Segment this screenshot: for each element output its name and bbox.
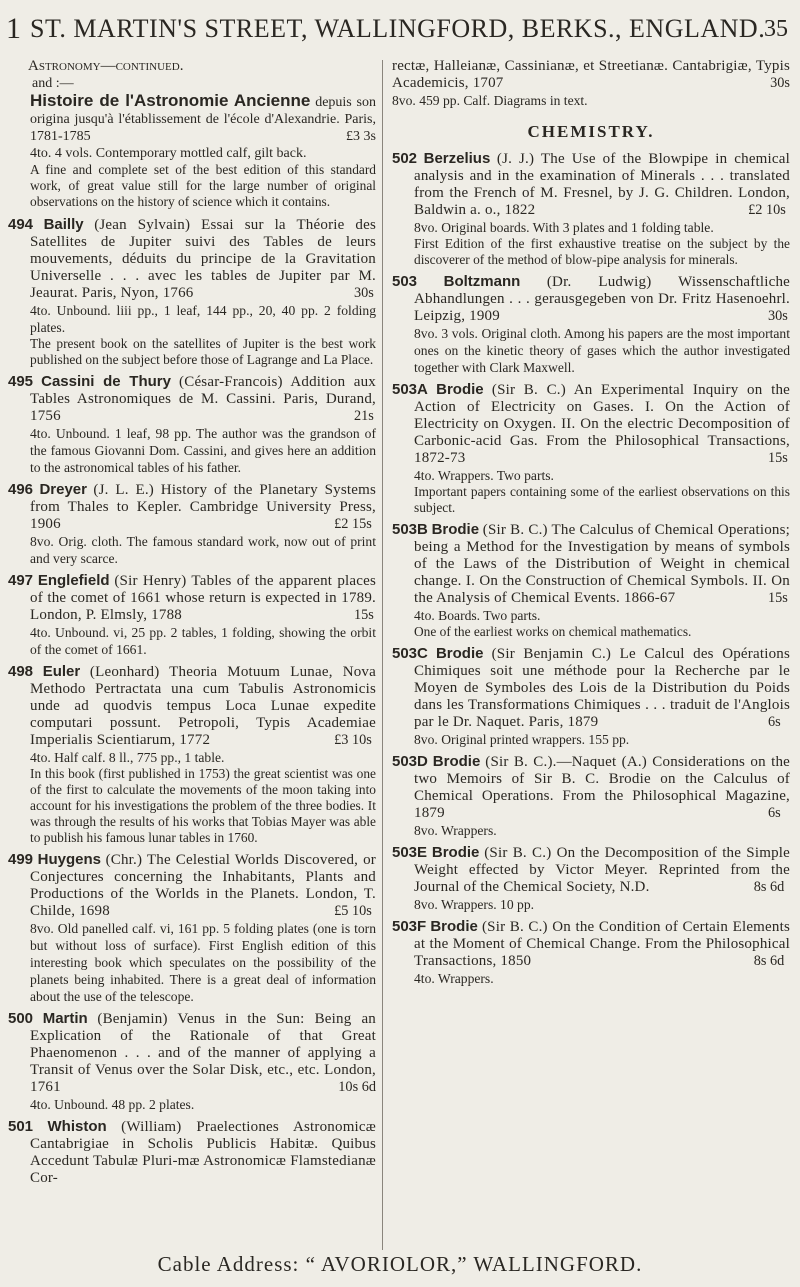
lot-number: 495 xyxy=(8,373,34,390)
entry-desc: 8vo. Orig. cloth. The famous standard work, now out of print and very scarce. xyxy=(30,534,376,566)
lot-number: 501 xyxy=(8,1118,34,1135)
entry-title: Histoire de l'Astronomie Ancienne xyxy=(30,91,311,110)
catalogue-entry-494: 494 Bailly (Jean Sylvain) Essai sur la Théorie des Satellites de Jupiter suivi des Tables de leurs mouvements, déduits du principe de la Gravitation Universelle . . . avec les tables de Jupiter par M. Jeaurat. Paris, Nyon, 1766 30s 4to. Unbound. liii pp., 1 leaf, 144 pp., 20, 40 pp. 2 folding plates. The present book on the satellites of Jupiter is the best work published on the subject before those of Lagrange and La Place. xyxy=(8,216,377,367)
entry-price: 10s 6d xyxy=(338,1079,376,1095)
catalogue-entry-503: 503 Boltzmann (Dr. Ludwig) Wissenschaftliche Abhandlungen . . . gerausgegeben von Dr. Fritz Hasenoehrl. Leipzig, 1909 30s 8vo. 3 vols. Original cloth. Among his papers are the most important ones on the kinetic theory of gases which the author investigated together with Clark Maxwell. xyxy=(392,273,791,375)
entry-note: Important papers containing some of the earliest observations on this subject. xyxy=(414,484,790,515)
entry-desc: 4to. Boards. Two parts. xyxy=(414,608,541,623)
catalogue-entry-503a: 503A Brodie (Sir B. C.) An Experimental Inquiry on the Action of Electricity on Gases. I. On the Action of Electricity on Oxygen. II. On the electric Decomposition of Carbonic-acid Gas. From the Philosophical Transactions, 1872-73 15s 4to. Wrappers. Two parts. Important papers containing some of the earliest observations on this subject. xyxy=(392,381,790,515)
entry-desc: 8vo. Original printed wrappers. 155 pp. xyxy=(414,732,630,747)
entry-author: Brodie xyxy=(430,918,478,935)
entry-desc: 4to. Unbound. 1 leaf, 98 pp. The author was the grandson of the famous Giovanni Dom. Cassini, and gives here an addition to the astronomical tables of his father. xyxy=(30,426,376,475)
catalogue-entry-500 xyxy=(8,1010,376,1113)
entry-desc: 8vo. 3 vols. Original cloth. Among his papers are the most important ones on the kinetic theory of gases which the author investigated together with Clark Maxwell. xyxy=(414,326,790,375)
entry-main: (Sir B. C.) The Calculus of Chemical Operations; being a Method for the Investigation by means of symbols of the Laws of the Distribution of Weight in chemical change. I. On the Construction of Chemical Symbols. II. On the Analysis of Chemical Events. 1866-67 xyxy=(414,522,790,606)
entry-author: Bailly xyxy=(43,216,84,233)
lot-number: 503D xyxy=(392,753,428,770)
section-heading: Astronomy—continued. xyxy=(28,58,184,74)
catalogue-entry-503c: 503C Brodie (Sir Benjamin C.) Le Calcul des Opérations Chimiques soit une méthode pour la Recherche par le Moyen de Symboles des Lois de la Distribution du Poids dans les Transformations Chimiques . . . traduit de l'Anglois par le Dr. Naquet. Paris, 1879 6s 8vo. Original printed wrappers. 155 pp. xyxy=(392,645,791,747)
lot-number: 496 xyxy=(8,481,34,498)
entry-author: Huygens xyxy=(37,851,101,868)
entry-main: (Dr. Ludwig) Wissenschaftliche Abhandlungen . . . gerausgegeben von Dr. Fritz Hasenoehrl. Leipzig, 1909 xyxy=(414,274,791,324)
lot-number: 503F xyxy=(392,918,427,935)
entry-main: (J. L. E.) History of the Planetary Systems from Thales to Kepler. Cambridge University Press, 1906 xyxy=(30,482,377,532)
lot-number: 497 xyxy=(8,572,34,589)
entry-author: Brodie xyxy=(435,645,484,662)
entry-main: (Chr.) The Celestial Worlds Discovered, or Conjectures concerning the Inhabitants, Plants and Productions of the Worlds in the Planets. London, T. Childe, 1698 xyxy=(30,852,376,919)
entry-author: Berzelius xyxy=(423,150,491,167)
entry-desc: 8vo. Original boards. With 3 plates and 1 folding table. xyxy=(414,220,714,235)
entry-main: (J. J.) The Use of the Blowpipe in chemical analysis and in the examination of Minerals . . . translated from the French of M. Fresnel, by J. G. Children. London, Baldwin a. o., 1822 xyxy=(414,151,790,218)
entry-main: (Sir B. C.) An Experimental Inquiry on the Action of Electricity on Gases. I. On the Action of Electricity on Oxygen. II. On the electric Decomposition of Carbonic-acid Gas. From the Philosophical Transactions, 1872-73 xyxy=(414,382,790,466)
catalogue-entry-502 xyxy=(392,150,790,268)
entry-desc: 8vo. Wrappers. xyxy=(414,823,497,838)
entry-desc: 4to. Unbound. vi, 25 pp. 2 tables, 1 folding, showing the orbit of the comet of 1661. xyxy=(30,625,376,657)
lot-number: 503B xyxy=(392,521,428,538)
entry-main: (Leonhard) Theoria Motuum Lunae, Nova Methodo Pertractata una cum Tabulis Astronomicis unde ad quodvis tempus Loca Lunae expedite computari possunt. Petropoli, Typis Academiae Imperialis Scientiarum, 1772 xyxy=(30,664,376,748)
entry-main: depuis son origina jusqu'à l'établissement de l'école d'Alexandrie. Paris, 1781-1785 xyxy=(30,95,377,144)
entry-author: Brodie xyxy=(436,381,484,398)
entry-desc: 4to. Unbound. 48 pp. 2 plates. xyxy=(30,1097,195,1112)
entry-main: (Sir B. C.).—Naquet (A.) Considerations on the two Memoirs of Sir B. C. Brodie on the Calculus of Chemical Operations. From the Philosophical Magazine, 1879 xyxy=(414,754,791,821)
entry-price: £5 10s xyxy=(334,903,372,919)
entry-author: Whiston xyxy=(47,1118,107,1135)
catalogue-entry-503d: 503D Brodie (Sir B. C.).—Naquet (A.) Considerations on the two Memoirs of Sir B. C. Brodie on the Calculus of Chemical Operations. From the Philosophical Magazine, 1879 6s 8vo. Wrappers. xyxy=(392,753,791,838)
entry-main: (Jean Sylvain) Essai sur la Théorie des Satellites de Jupiter suivi des Tables de leurs mouvements, déduits du principe de la Gravitation Universelle . . . avec les tables de Jupiter par M. Jeaurat. Paris, Nyon, 1766 xyxy=(30,217,377,301)
catalogue-entry-499 xyxy=(8,851,376,1005)
entry-author: Brodie xyxy=(431,844,480,861)
entry-note: The present book on the satellites of Jupiter is the best work published on the subject before those of Lagrange and La Place. xyxy=(30,336,376,367)
entry-price: 8s 6d xyxy=(753,953,785,969)
catalogue-entry-503e xyxy=(392,844,790,913)
lot-number: 499 xyxy=(8,851,34,868)
entry-desc: 4to. Unbound. liii pp., 1 leaf, 144 pp., 20, 40 pp. 2 folding plates. xyxy=(30,303,376,335)
left-column xyxy=(8,58,376,1192)
section-heading-chemistry: CHEMISTRY. xyxy=(527,122,655,141)
lot-number: 498 xyxy=(8,663,34,680)
catalogue-entry-496 xyxy=(8,481,376,567)
entry-desc: 8vo. 459 pp. Calf. Diagrams in text. xyxy=(392,93,588,108)
entry-note: One of the earliest works on chemical mathematics. xyxy=(414,624,692,639)
entry-price: £2 10s xyxy=(748,202,786,218)
entry-note: In this book (first published in 1753) the great scientist was one of the first to calculate the movements of the moon taking into account for his investigations the problem of the three bodies. It was through the results of his works that Tobias Mayer was able to publish his famous lunar tables in 1760. xyxy=(30,766,376,845)
lot-number: 503C xyxy=(392,645,428,662)
entry-author: Martin xyxy=(42,1010,88,1027)
entry-main: (Benjamin) Venus in the Sun: Being an Explication of the Rationale of that Great Phaenomenon . . . and of the manner of applying a Transit of Venus over the Solar Disk, etc., etc. London, 1761 xyxy=(30,1011,376,1095)
entry-author: Brodie xyxy=(431,521,480,538)
lot-number: 503A xyxy=(392,381,428,398)
catalogue-entry-497: 497 Englefield (Sir Henry) Tables of the apparent places of the comet of 1661 whose return is expected in 1789. London, P. Elmsly, 1788 15s 4to. Unbound. vi, 25 pp. 2 tables, 1 folding, showing the orbit of the comet of 1661. xyxy=(8,572,377,657)
entry-desc: 4to. Half calf. 8 ll., 775 pp., 1 table. xyxy=(30,750,225,765)
entry-desc: 4to. Wrappers. Two parts. xyxy=(414,468,554,483)
entry-author: Boltzmann xyxy=(443,273,521,290)
lot-number: 500 xyxy=(8,1010,34,1027)
catalogue-entry-503f xyxy=(392,918,790,987)
entry-main: (César-Francois) Addition aux Tables Astronomiques de M. Cassini. Paris, Durand, 1756 xyxy=(30,374,376,424)
page-number: 35 xyxy=(764,16,788,42)
entry-price: 30s xyxy=(770,75,790,91)
entry-price: 8s 6d xyxy=(753,879,785,895)
catalogue-entry-501 xyxy=(8,1118,376,1187)
entry-author: Brodie xyxy=(432,753,481,770)
entry-author: Euler xyxy=(42,663,81,680)
entry-desc: 4to. 4 vols. Contemporary mottled calf, gilt back. xyxy=(30,146,307,161)
continued-entry-501 xyxy=(392,58,790,109)
lot-number: 494 xyxy=(8,216,34,233)
entry-author: Dreyer xyxy=(39,481,87,498)
entry-main: (Sir B. C.) On the Decomposition of the Simple Weight effected by Victor Meyer. Reprinted from the Journal of the Chemical Society, N.D. xyxy=(414,845,791,895)
entry-desc: 8vo. Wrappers. 10 pp. xyxy=(414,897,535,912)
entry-note: A fine and complete set of the best edition of this standard work, of great value still for the large number of original observations on the history of science which it contains. xyxy=(30,162,376,209)
catalogue-entry-495: 495 Cassini de Thury (César-Francois) Addition aux Tables Astronomiques de M. Cassini. Paris, Durand, 1756 21s 4to. Unbound. 1 leaf, 98 pp. The author was the grandson of the famous Giovanni Dom. Cassini, and gives here an addition to the astronomical tables of his father. xyxy=(8,373,376,475)
entry-main: (Sir B. C.) On the Condition of Certain Elements at the Moment of Chemical Change. From the Philosophical Transactions, 1850 xyxy=(414,919,791,969)
continuation-text: and :— xyxy=(32,76,74,91)
catalogue-entry xyxy=(30,92,376,210)
entry-main: (Sir Henry) Tables of the apparent places of the comet of 1661 whose return is expected in 1789. London, P. Elmsly, 1788 xyxy=(30,573,377,623)
entry-desc: 4to. Wrappers. xyxy=(414,971,494,986)
catalogue-entry-503b: 503B Brodie (Sir B. C.) The Calculus of Chemical Operations; being a Method for the Investigation by means of symbols of the Laws of the Distribution of Weight in chemical change. I. On the Construction of Chemical Symbols. II. On the Analysis of Chemical Events. 1866-67 15s 4to. Boards. Two parts. One of the earliest works on chemical mathematics. xyxy=(392,521,790,639)
header-title: ST. MARTIN'S STREET, WALLINGFORD, BERKS., ENGLAND. xyxy=(30,14,766,43)
entry-main: (William) Praelectiones Astronomicæ Cantabrigiae in Scholis Publicis Habitæ. Quibus Accedunt Tabulæ Pluri-mæ Astronomicæ Flamstedianæ Cor- xyxy=(30,1119,376,1186)
lot-number: 502 xyxy=(392,150,418,167)
catalogue-entry-498 xyxy=(8,663,376,846)
entry-author: Cassini de Thury xyxy=(41,373,171,390)
entry-desc: 8vo. Old panelled calf. vi, 161 pp. 5 folding plates (one is torn but without loss of surface). First English edition of this interesting book which speculates on the possibility of the planets being inhabited. There is a great deal of information about the use of the telescope. xyxy=(30,921,376,1004)
lot-number: 503 xyxy=(392,273,418,290)
entry-price: £3 10s xyxy=(334,732,372,748)
entry-author: Englefield xyxy=(37,572,110,589)
lot-number: 503E xyxy=(392,844,428,861)
entry-price: £2 15s xyxy=(334,516,372,532)
header-number: 1 xyxy=(6,12,21,45)
column-divider xyxy=(382,60,383,1250)
entry-main: rectæ, Halleianæ, Cassinianæ, et Streetianæ. Cantabrigiæ, Typis Academicis, 1707 xyxy=(392,58,790,91)
entry-main: (Sir Benjamin C.) Le Calcul des Opérations Chimiques soit une méthode pour la Recherche par le Moyen de Symboles des Lois de la Distribution du Poids dans les Transformations Chimiques . . . traduit de l'Anglois par le Dr. Naquet. Paris, 1879 xyxy=(414,646,791,730)
cable-address-footer: Cable Address: “ AVORIOLOR,” WALLINGFORD. xyxy=(157,1252,643,1276)
right-column xyxy=(392,58,790,992)
entry-note: First Edition of the first exhaustive treatise on the subject by the discoverer of the method of blow-pipe analysis for minerals. xyxy=(414,236,790,267)
entry-price: £3 3s xyxy=(346,129,376,144)
